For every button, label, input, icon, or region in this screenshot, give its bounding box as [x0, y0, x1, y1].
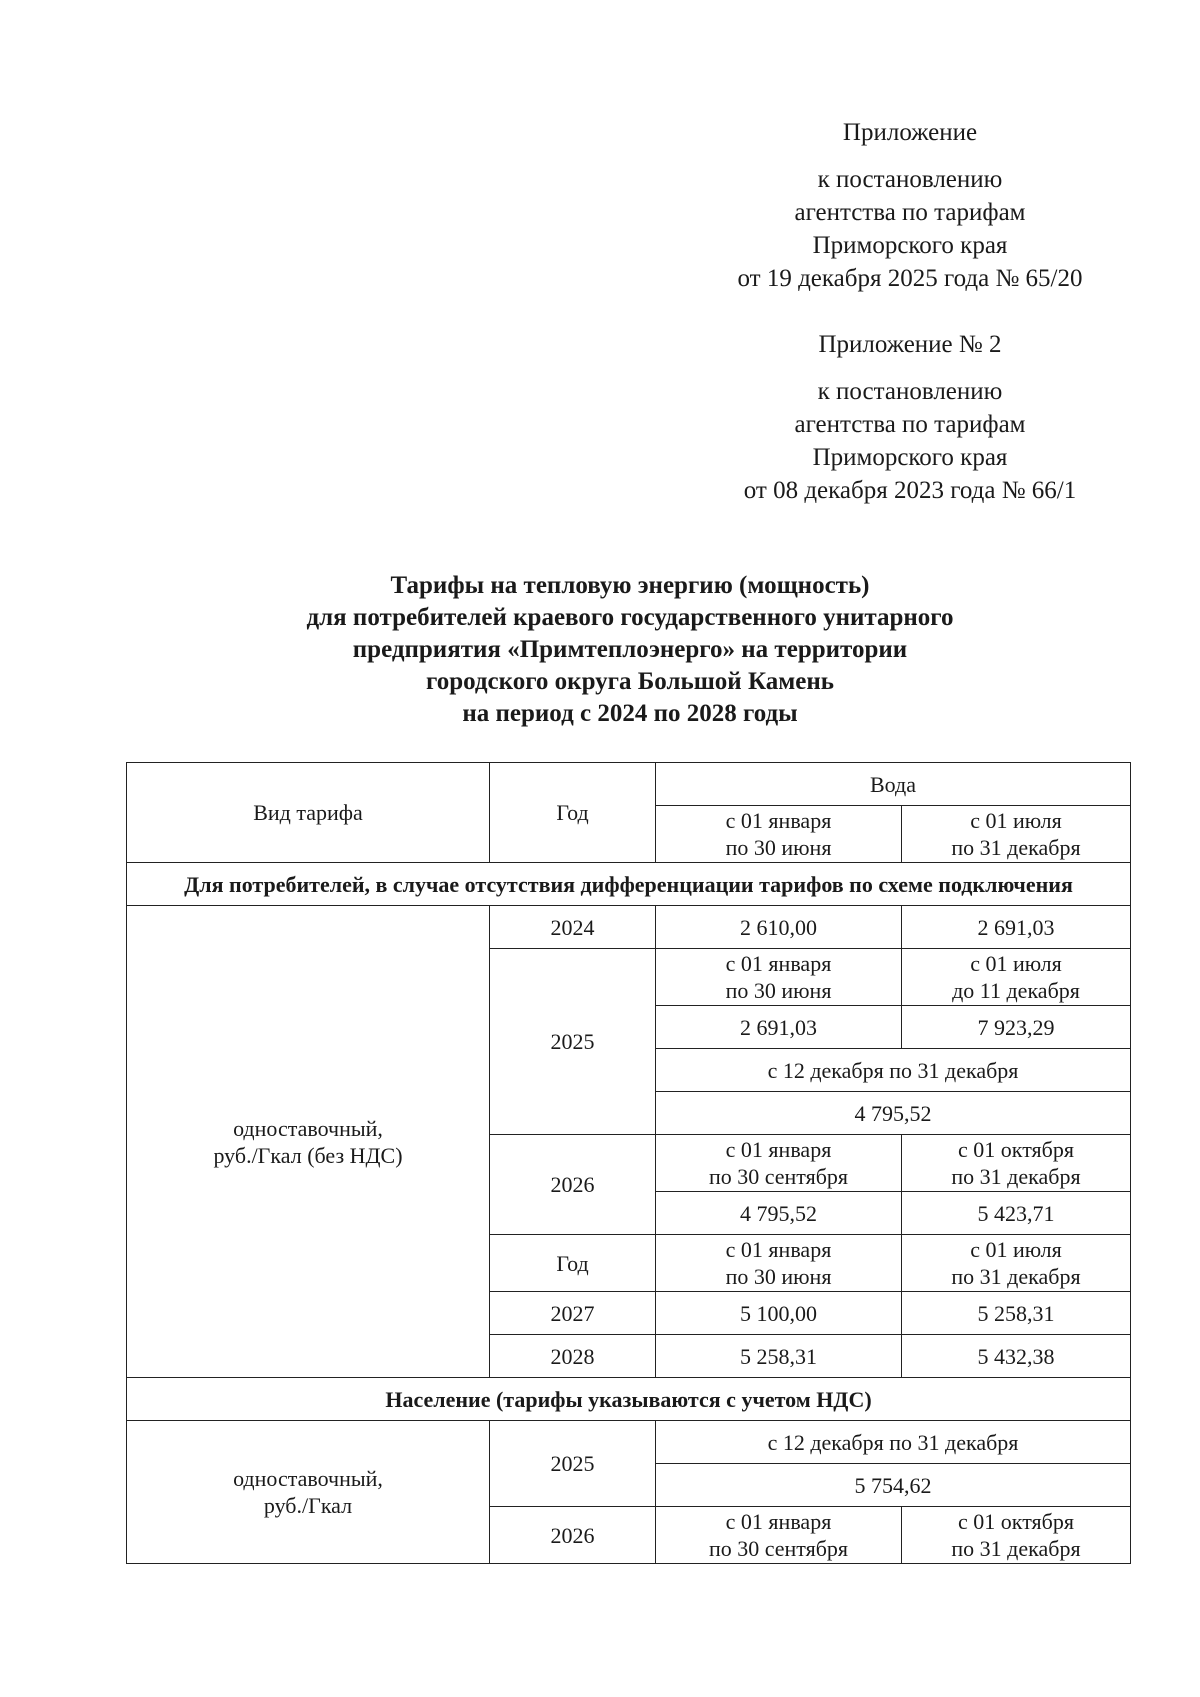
section-title: Для потребителей, в случае отсутствия дифференциации тарифов по схеме подключения [127, 863, 1131, 906]
title-line: Тарифы на тепловую энергию (мощность) [390, 572, 870, 599]
period-cell: с 12 декабря по 31 декабря [656, 1049, 1131, 1092]
appendix-header-2 [660, 328, 1160, 507]
year-cell: Год [490, 1235, 656, 1292]
col-header-period-a: с 01 января по 30 июня [656, 806, 902, 863]
title-line: предприятия «Примтеплоэнерго» на территории [352, 636, 908, 663]
value-cell: 7 923,29 [902, 1006, 1131, 1049]
period-cell: с 01 января по 30 июня [656, 1235, 902, 1292]
year-cell: 2024 [490, 906, 656, 949]
title-line: для потребителей краевого государственного унитарного [306, 604, 954, 631]
table-row [127, 1421, 1131, 1464]
resolution-date: от 08 декабря 2023 года № 66/1 [743, 477, 1077, 504]
resolution-line: к постановлению [817, 378, 1003, 405]
tariff-table [126, 762, 1131, 1564]
period-cell: с 01 января по 30 июня [656, 949, 902, 1006]
period-cell: с 12 декабря по 31 декабря [656, 1421, 1131, 1464]
value-cell: 4 795,52 [656, 1192, 902, 1235]
year-cell: 2027 [490, 1292, 656, 1335]
period-cell: с 01 января по 30 сентября [656, 1135, 902, 1192]
section-row [127, 863, 1131, 906]
value-cell: 5 432,38 [902, 1335, 1131, 1378]
year-cell: 2026 [490, 1507, 656, 1564]
resolution-line: агентства по тарифам [794, 411, 1026, 438]
period-cell: с 01 октября по 31 декабря [902, 1507, 1131, 1564]
col-header-tariff-type: Вид тарифа [127, 763, 490, 863]
value-cell: 5 258,31 [656, 1335, 902, 1378]
resolution-line: к постановлению [817, 166, 1003, 193]
resolution-line: Приморского края [812, 232, 1008, 259]
period-cell: с 01 июля по 31 декабря [902, 1235, 1131, 1292]
title-line: городского округа Большой Камень [425, 668, 835, 695]
tariff-type-cell: одноставочный, руб./Гкал (без НДС) [127, 906, 490, 1378]
year-cell: 2025 [490, 949, 656, 1135]
resolution-line: агентства по тарифам [794, 199, 1026, 226]
resolution-line: Приморского края [812, 444, 1008, 471]
col-header-year: Год [490, 763, 656, 863]
value-cell: 5 258,31 [902, 1292, 1131, 1335]
appendix-title: Приложение № 2 [818, 331, 1002, 358]
header-row [127, 763, 1131, 806]
appendix-title: Приложение [842, 119, 978, 146]
col-header-water: Вода [656, 763, 1131, 806]
value-cell: 5 100,00 [656, 1292, 902, 1335]
year-cell: 2025 [490, 1421, 656, 1507]
appendix-header-1 [660, 116, 1160, 295]
year-cell: 2028 [490, 1335, 656, 1378]
year-cell: 2026 [490, 1135, 656, 1235]
value-cell: 2 691,03 [656, 1006, 902, 1049]
col-header-period-b: с 01 июля по 31 декабря [902, 806, 1131, 863]
value-cell: 5 423,71 [902, 1192, 1131, 1235]
tariff-type-cell: одноставочный, руб./Гкал [127, 1421, 490, 1564]
document-title [120, 570, 1140, 730]
period-cell: с 01 января по 30 сентября [656, 1507, 902, 1564]
period-cell: с 01 октября по 31 декабря [902, 1135, 1131, 1192]
section-title: Население (тарифы указываются с учетом НДС) [127, 1378, 1131, 1421]
value-cell: 4 795,52 [656, 1092, 1131, 1135]
value-cell: 2 610,00 [656, 906, 902, 949]
value-cell: 2 691,03 [902, 906, 1131, 949]
section-row [127, 1378, 1131, 1421]
resolution-date: от 19 декабря 2025 года № 65/20 [737, 265, 1083, 292]
value-cell: 5 754,62 [656, 1464, 1131, 1507]
period-cell: с 01 июля до 11 декабря [902, 949, 1131, 1006]
title-line: на период с 2024 по 2028 годы [462, 700, 798, 727]
table-row [127, 906, 1131, 949]
